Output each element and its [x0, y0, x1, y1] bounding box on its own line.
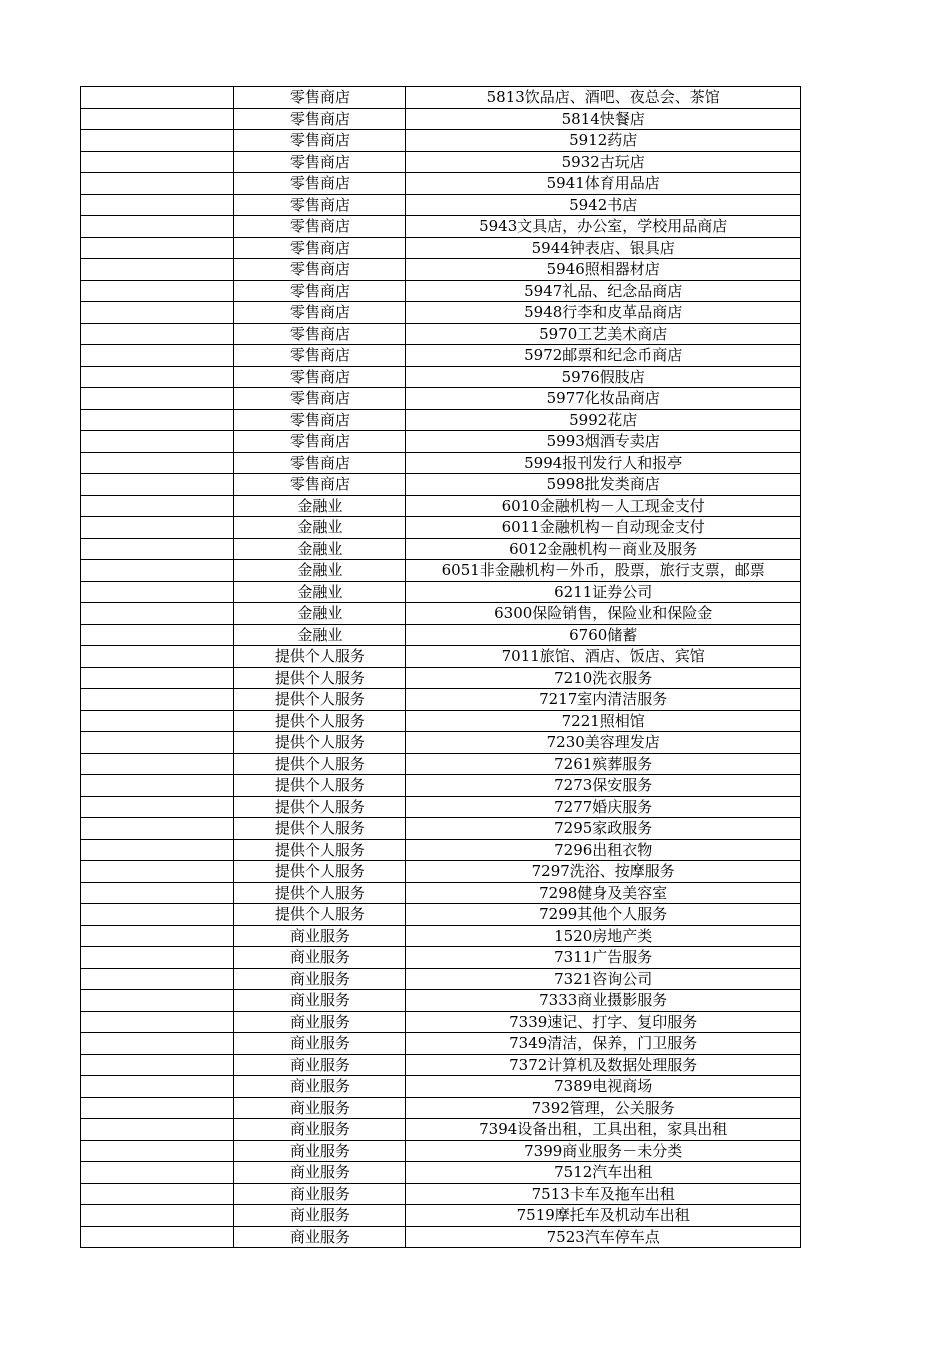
category-cell[interactable]: 金融业: [234, 517, 406, 539]
category-cell[interactable]: 提供个人服务: [234, 839, 406, 861]
category-cell[interactable]: 零售商店: [234, 151, 406, 173]
description-cell[interactable]: 5943文具店，办公室，学校用品商店: [406, 216, 801, 238]
empty-cell[interactable]: [81, 1076, 234, 1098]
description-cell[interactable]: 7339速记、打字、复印服务: [406, 1011, 801, 1033]
table-row: [81, 861, 801, 883]
description-cell[interactable]: 5998批发类商店: [406, 474, 801, 496]
table-row: [81, 1119, 801, 1141]
description-cell[interactable]: 5912药店: [406, 130, 801, 152]
category-cell[interactable]: 零售商店: [234, 474, 406, 496]
description-cell[interactable]: 5993烟酒专卖店: [406, 431, 801, 453]
table-body: [81, 87, 801, 1248]
empty-cell[interactable]: [81, 87, 234, 109]
description-cell[interactable]: 7297洗浴、按摩服务: [406, 861, 801, 883]
empty-cell[interactable]: [81, 990, 234, 1012]
category-cell[interactable]: 商业服务: [234, 1054, 406, 1076]
empty-cell[interactable]: [81, 710, 234, 732]
description-cell[interactable]: 6012金融机构－商业及服务: [406, 538, 801, 560]
description-cell[interactable]: 7392管理，公关服务: [406, 1097, 801, 1119]
empty-cell[interactable]: [81, 259, 234, 281]
category-cell[interactable]: 商业服务: [234, 947, 406, 969]
table-row: [81, 646, 801, 668]
table-row: [81, 366, 801, 388]
category-cell[interactable]: 金融业: [234, 603, 406, 625]
table-row: [81, 581, 801, 603]
table-row: [81, 323, 801, 345]
category-cell[interactable]: 零售商店: [234, 216, 406, 238]
table-row: [81, 1097, 801, 1119]
table-row: [81, 194, 801, 216]
category-cell[interactable]: 金融业: [234, 560, 406, 582]
table-row: [81, 1140, 801, 1162]
category-cell[interactable]: 零售商店: [234, 345, 406, 367]
table-row: [81, 753, 801, 775]
table-row: [81, 624, 801, 646]
table-row: [81, 452, 801, 474]
table-row: [81, 1226, 801, 1248]
empty-cell[interactable]: [81, 861, 234, 883]
table-row: [81, 818, 801, 840]
description-cell[interactable]: 6011金融机构－自动现金支付: [406, 517, 801, 539]
description-cell[interactable]: 5994报刊发行人和报亭: [406, 452, 801, 474]
description-cell[interactable]: 1520房地产类: [406, 925, 801, 947]
description-cell[interactable]: 6051非金融机构－外币，股票，旅行支票，邮票: [406, 560, 801, 582]
category-cell[interactable]: 零售商店: [234, 108, 406, 130]
table-row: [81, 689, 801, 711]
description-cell[interactable]: 5992花店: [406, 409, 801, 431]
category-cell[interactable]: 零售商店: [234, 130, 406, 152]
description-cell[interactable]: 7519摩托车及机动车出租: [406, 1205, 801, 1227]
description-cell[interactable]: 7296出租衣物: [406, 839, 801, 861]
empty-cell[interactable]: [81, 323, 234, 345]
category-cell[interactable]: 零售商店: [234, 259, 406, 281]
category-cell[interactable]: 零售商店: [234, 323, 406, 345]
category-cell[interactable]: 商业服务: [234, 968, 406, 990]
description-cell[interactable]: 5946照相器材店: [406, 259, 801, 281]
empty-cell[interactable]: [81, 581, 234, 603]
description-cell[interactable]: 7277婚庆服务: [406, 796, 801, 818]
table-row: [81, 1054, 801, 1076]
category-cell[interactable]: 零售商店: [234, 237, 406, 259]
empty-cell[interactable]: [81, 925, 234, 947]
category-cell[interactable]: 零售商店: [234, 452, 406, 474]
description-cell[interactable]: 5977化妆品商店: [406, 388, 801, 410]
description-cell[interactable]: 7399商业服务－未分类: [406, 1140, 801, 1162]
category-cell[interactable]: 商业服务: [234, 1097, 406, 1119]
description-cell[interactable]: 7321咨询公司: [406, 968, 801, 990]
category-cell[interactable]: 零售商店: [234, 366, 406, 388]
description-cell[interactable]: 5970工艺美术商店: [406, 323, 801, 345]
description-cell[interactable]: 7512汽车出租: [406, 1162, 801, 1184]
empty-cell[interactable]: [81, 452, 234, 474]
description-cell[interactable]: 7394设备出租，工具出租，家具出租: [406, 1119, 801, 1141]
empty-cell[interactable]: [81, 517, 234, 539]
table-row: [81, 87, 801, 109]
description-cell[interactable]: 5948行李和皮革品商店: [406, 302, 801, 324]
table-row: [81, 151, 801, 173]
table-row: [81, 603, 801, 625]
empty-cell[interactable]: [81, 1205, 234, 1227]
table-row: [81, 968, 801, 990]
category-cell[interactable]: 金融业: [234, 538, 406, 560]
description-cell[interactable]: 5932古玩店: [406, 151, 801, 173]
table-row: [81, 1076, 801, 1098]
table-row: [81, 904, 801, 926]
empty-cell[interactable]: [81, 732, 234, 754]
empty-cell[interactable]: [81, 366, 234, 388]
empty-cell[interactable]: [81, 968, 234, 990]
empty-cell[interactable]: [81, 130, 234, 152]
table-row: [81, 173, 801, 195]
empty-cell[interactable]: [81, 1140, 234, 1162]
category-cell[interactable]: 提供个人服务: [234, 646, 406, 668]
description-cell[interactable]: 7273保安服务: [406, 775, 801, 797]
category-cell[interactable]: 商业服务: [234, 1011, 406, 1033]
empty-cell[interactable]: [81, 1226, 234, 1248]
empty-cell[interactable]: [81, 667, 234, 689]
description-cell[interactable]: 6010金融机构－人工现金支付: [406, 495, 801, 517]
category-cell[interactable]: 商业服务: [234, 1119, 406, 1141]
empty-cell[interactable]: [81, 689, 234, 711]
description-cell[interactable]: 7217室内清洁服务: [406, 689, 801, 711]
table-row: [81, 1011, 801, 1033]
description-cell[interactable]: 6300保险销售，保险业和保险金: [406, 603, 801, 625]
empty-cell[interactable]: [81, 216, 234, 238]
empty-cell[interactable]: [81, 947, 234, 969]
category-cell[interactable]: 商业服务: [234, 1183, 406, 1205]
table-row: [81, 130, 801, 152]
category-cell[interactable]: 商业服务: [234, 925, 406, 947]
empty-cell[interactable]: [81, 560, 234, 582]
category-cell[interactable]: 提供个人服务: [234, 689, 406, 711]
description-cell[interactable]: 5976假肢店: [406, 366, 801, 388]
category-cell[interactable]: 金融业: [234, 581, 406, 603]
category-cell[interactable]: 商业服务: [234, 990, 406, 1012]
table-row: [81, 882, 801, 904]
empty-cell[interactable]: [81, 775, 234, 797]
category-cell[interactable]: 零售商店: [234, 280, 406, 302]
description-cell[interactable]: 7333商业摄影服务: [406, 990, 801, 1012]
table-row: [81, 517, 801, 539]
description-cell[interactable]: 7295家政服务: [406, 818, 801, 840]
category-cell[interactable]: 提供个人服务: [234, 753, 406, 775]
empty-cell[interactable]: [81, 194, 234, 216]
empty-cell[interactable]: [81, 839, 234, 861]
category-cell[interactable]: 零售商店: [234, 173, 406, 195]
merchant-category-table: [80, 86, 801, 1248]
empty-cell[interactable]: [81, 280, 234, 302]
empty-cell[interactable]: [81, 495, 234, 517]
description-cell[interactable]: 7299其他个人服务: [406, 904, 801, 926]
empty-cell[interactable]: [81, 474, 234, 496]
empty-cell[interactable]: [81, 1011, 234, 1033]
description-cell[interactable]: 7221照相馆: [406, 710, 801, 732]
table-row: [81, 495, 801, 517]
category-cell[interactable]: 商业服务: [234, 1140, 406, 1162]
description-cell[interactable]: 7261殡葬服务: [406, 753, 801, 775]
category-cell[interactable]: 商业服务: [234, 1226, 406, 1248]
table-row: [81, 302, 801, 324]
table-row: [81, 796, 801, 818]
description-cell[interactable]: 7011旅馆、酒店、饭店、宾馆: [406, 646, 801, 668]
table-row: [81, 925, 801, 947]
table-row: [81, 280, 801, 302]
category-cell[interactable]: 商业服务: [234, 1033, 406, 1055]
description-cell[interactable]: 5941体育用品店: [406, 173, 801, 195]
category-cell[interactable]: 零售商店: [234, 194, 406, 216]
category-cell[interactable]: 提供个人服务: [234, 796, 406, 818]
table-row: [81, 216, 801, 238]
category-cell[interactable]: 提供个人服务: [234, 882, 406, 904]
empty-cell[interactable]: [81, 1162, 234, 1184]
empty-cell[interactable]: [81, 302, 234, 324]
category-cell[interactable]: 提供个人服务: [234, 732, 406, 754]
description-cell[interactable]: 5942书店: [406, 194, 801, 216]
category-cell[interactable]: 零售商店: [234, 431, 406, 453]
table-row: [81, 1205, 801, 1227]
description-cell[interactable]: 6760储蓄: [406, 624, 801, 646]
description-cell[interactable]: 7210洗衣服务: [406, 667, 801, 689]
table-row: [81, 237, 801, 259]
empty-cell[interactable]: [81, 173, 234, 195]
empty-cell[interactable]: [81, 603, 234, 625]
category-cell[interactable]: 提供个人服务: [234, 710, 406, 732]
description-cell[interactable]: 5814快餐店: [406, 108, 801, 130]
description-cell[interactable]: 7298健身及美容室: [406, 882, 801, 904]
description-cell[interactable]: 7311广告服务: [406, 947, 801, 969]
table-row: [81, 1033, 801, 1055]
empty-cell[interactable]: [81, 345, 234, 367]
table-row: [81, 259, 801, 281]
empty-cell[interactable]: [81, 1054, 234, 1076]
table-row: [81, 947, 801, 969]
category-cell[interactable]: 金融业: [234, 495, 406, 517]
table-row: [81, 538, 801, 560]
table-row: [81, 990, 801, 1012]
category-cell[interactable]: 提供个人服务: [234, 861, 406, 883]
description-cell[interactable]: 5947礼品、纪念品商店: [406, 280, 801, 302]
empty-cell[interactable]: [81, 646, 234, 668]
description-cell[interactable]: 5972邮票和纪念币商店: [406, 345, 801, 367]
table-row: [81, 1162, 801, 1184]
table-row: [81, 839, 801, 861]
description-cell[interactable]: 7349清洁，保养，门卫服务: [406, 1033, 801, 1055]
empty-cell[interactable]: [81, 753, 234, 775]
empty-cell[interactable]: [81, 1097, 234, 1119]
table-row: [81, 667, 801, 689]
empty-cell[interactable]: [81, 818, 234, 840]
table-row: [81, 108, 801, 130]
description-cell[interactable]: 7523汽车停车点: [406, 1226, 801, 1248]
description-cell[interactable]: 5944钟表店、银具店: [406, 237, 801, 259]
table-row: [81, 560, 801, 582]
table-row: [81, 775, 801, 797]
empty-cell[interactable]: [81, 388, 234, 410]
empty-cell[interactable]: [81, 538, 234, 560]
empty-cell[interactable]: [81, 108, 234, 130]
empty-cell[interactable]: [81, 1033, 234, 1055]
category-cell[interactable]: 零售商店: [234, 87, 406, 109]
description-cell[interactable]: 5813饮品店、酒吧、夜总会、茶馆: [406, 87, 801, 109]
empty-cell[interactable]: [81, 882, 234, 904]
category-cell[interactable]: 金融业: [234, 624, 406, 646]
table-row: [81, 1183, 801, 1205]
description-cell[interactable]: 7389电视商场: [406, 1076, 801, 1098]
empty-cell[interactable]: [81, 431, 234, 453]
description-cell[interactable]: 7230美容理发店: [406, 732, 801, 754]
empty-cell[interactable]: [81, 796, 234, 818]
category-cell[interactable]: 提供个人服务: [234, 818, 406, 840]
description-cell[interactable]: 6211证券公司: [406, 581, 801, 603]
category-cell[interactable]: 提供个人服务: [234, 775, 406, 797]
empty-cell[interactable]: [81, 409, 234, 431]
empty-cell[interactable]: [81, 904, 234, 926]
description-cell[interactable]: 7513卡车及拖车出租: [406, 1183, 801, 1205]
category-cell[interactable]: 零售商店: [234, 302, 406, 324]
category-cell[interactable]: 商业服务: [234, 1162, 406, 1184]
empty-cell[interactable]: [81, 624, 234, 646]
table-row: [81, 345, 801, 367]
table-row: [81, 431, 801, 453]
category-cell[interactable]: 提供个人服务: [234, 904, 406, 926]
empty-cell[interactable]: [81, 1119, 234, 1141]
empty-cell[interactable]: [81, 237, 234, 259]
table-row: [81, 710, 801, 732]
table-row: [81, 732, 801, 754]
category-cell[interactable]: 零售商店: [234, 388, 406, 410]
empty-cell[interactable]: [81, 1183, 234, 1205]
table-row: [81, 388, 801, 410]
empty-cell[interactable]: [81, 151, 234, 173]
table-row: [81, 409, 801, 431]
category-cell[interactable]: 零售商店: [234, 409, 406, 431]
category-cell[interactable]: 商业服务: [234, 1076, 406, 1098]
description-cell[interactable]: 7372计算机及数据处理服务: [406, 1054, 801, 1076]
table-row: [81, 474, 801, 496]
category-cell[interactable]: 商业服务: [234, 1205, 406, 1227]
category-cell[interactable]: 提供个人服务: [234, 667, 406, 689]
